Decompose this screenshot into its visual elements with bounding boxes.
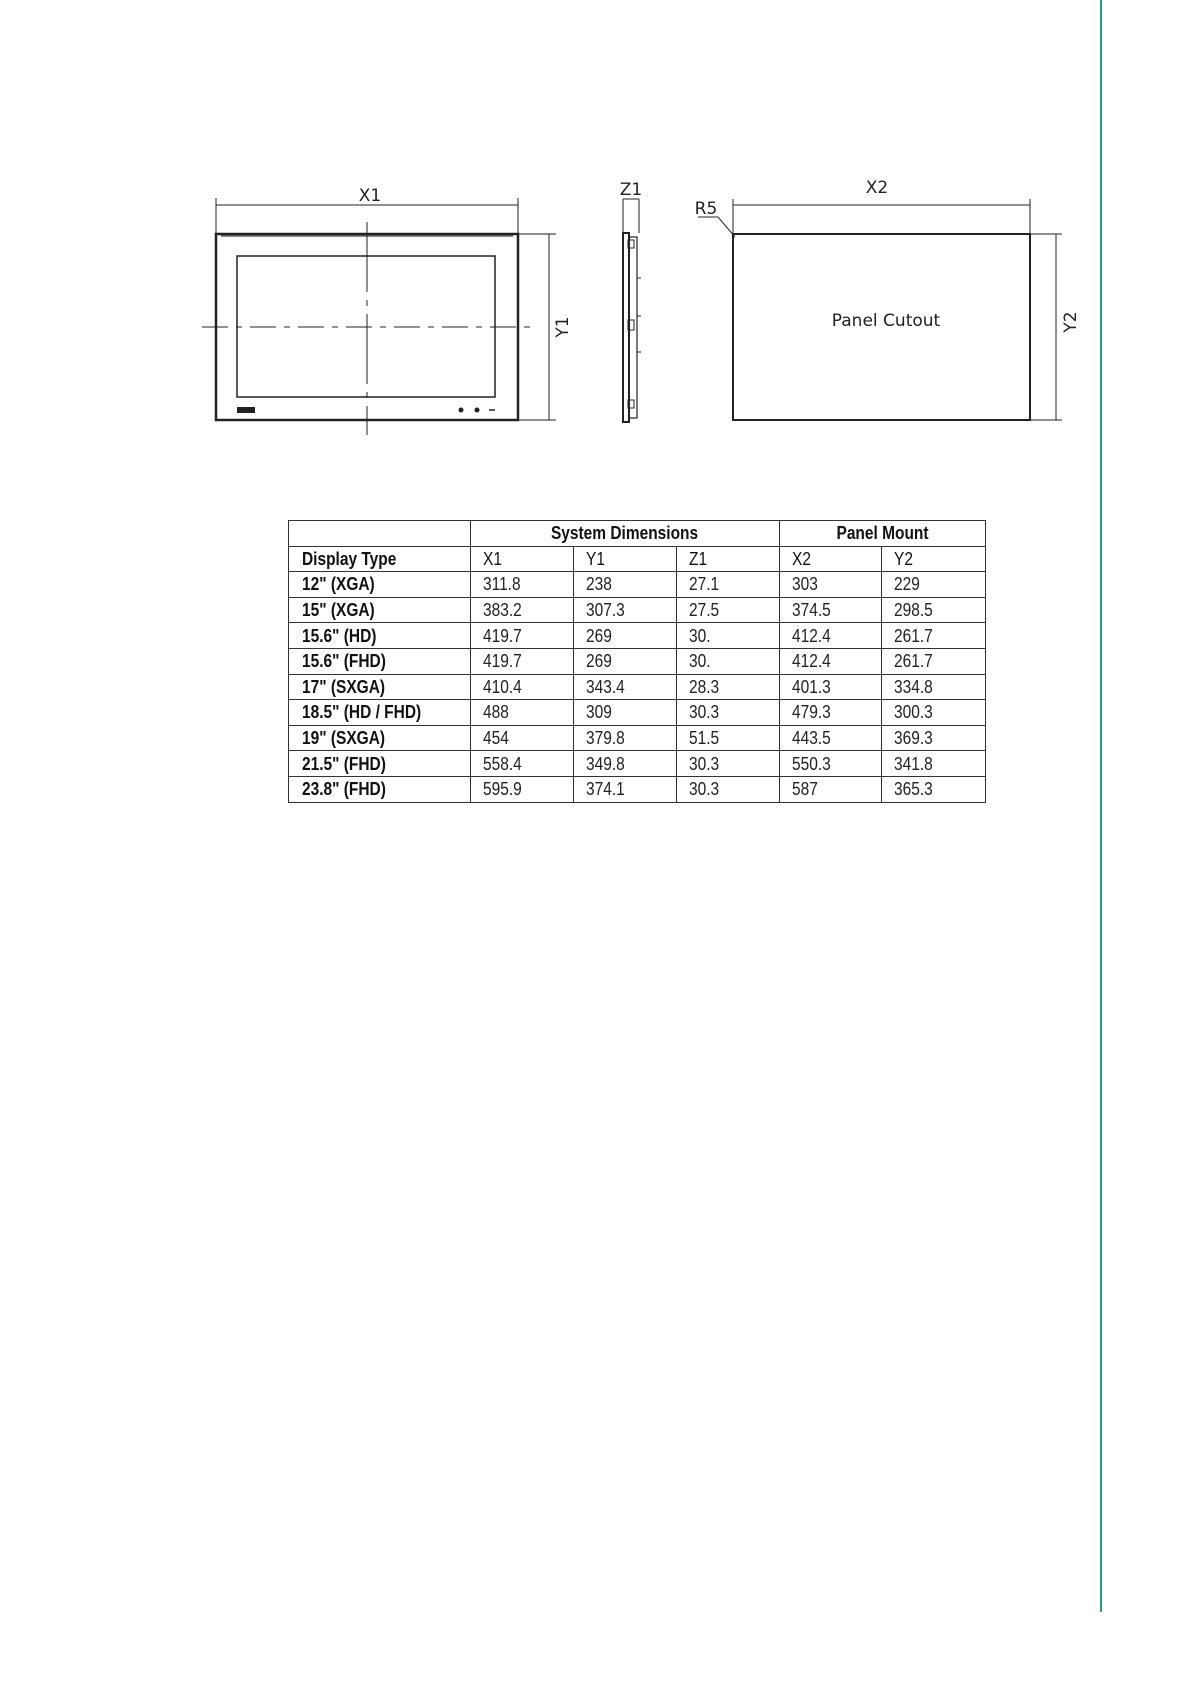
dimension-cell: 229 <box>882 572 986 598</box>
dimension-cell: 383.2 <box>471 597 574 623</box>
front-logo-mark <box>237 407 255 413</box>
dimension-cell: 303 <box>780 572 882 598</box>
dimension-cell: 30. <box>677 648 780 674</box>
column-header-x1: X1 <box>471 546 574 572</box>
table-row <box>289 725 986 751</box>
column-header-z1: Z1 <box>677 546 780 572</box>
system-dimensions-header: System Dimensions <box>471 521 780 547</box>
dimension-cell: 479.3 <box>780 700 882 726</box>
dimension-cell: 269 <box>574 623 677 649</box>
table-body <box>289 572 986 802</box>
dimension-cell: 558.4 <box>471 751 574 777</box>
dimension-cell: 550.3 <box>780 751 882 777</box>
dimension-cell: 419.7 <box>471 648 574 674</box>
dimension-cell: 238 <box>574 572 677 598</box>
x2-label: X2 <box>865 178 889 198</box>
dimension-cell: 488 <box>471 700 574 726</box>
menu-button-icon <box>475 408 480 413</box>
table-row <box>289 597 986 623</box>
dimension-cell: 30.3 <box>677 776 780 802</box>
dimension-cell: 369.3 <box>882 725 986 751</box>
dimension-cell: 341.8 <box>882 751 986 777</box>
column-header-y2: Y2 <box>882 546 986 572</box>
dimension-cell: 27.5 <box>677 597 780 623</box>
dimension-cell: 309 <box>574 700 677 726</box>
panel-cutout-view <box>698 199 1062 420</box>
dimension-cell: 300.3 <box>882 700 986 726</box>
display-type-cell: 18.5" (HD / FHD) <box>289 700 471 726</box>
display-type-cell: 17" (SXGA) <box>289 674 471 700</box>
dimension-cell: 410.4 <box>471 674 574 700</box>
display-type-cell: 19" (SXGA) <box>289 725 471 751</box>
table-row <box>289 776 986 802</box>
side-view <box>623 199 641 422</box>
dimension-cell: 365.3 <box>882 776 986 802</box>
front-view <box>202 198 556 435</box>
table-row <box>289 648 986 674</box>
dimension-cell: 349.8 <box>574 751 677 777</box>
dimension-cell: 343.4 <box>574 674 677 700</box>
z1-label: Z1 <box>619 180 643 200</box>
panel-mount-header: Panel Mount <box>780 521 986 547</box>
dimension-cell: 30. <box>677 623 780 649</box>
empty-corner-cell <box>289 521 471 547</box>
dimension-cell: 298.5 <box>882 597 986 623</box>
dimension-cell: 307.3 <box>574 597 677 623</box>
table-row <box>289 751 986 777</box>
dimension-cell: 30.3 <box>677 700 780 726</box>
dimension-cell: 454 <box>471 725 574 751</box>
display-type-cell: 23.8" (FHD) <box>289 776 471 802</box>
table-row <box>289 674 986 700</box>
panel-cutout-label: Panel Cutout <box>831 311 941 331</box>
column-header-display-type: Display Type <box>289 546 471 572</box>
dimension-cell: 443.5 <box>780 725 882 751</box>
side-housing-outline <box>629 237 637 418</box>
dimension-cell: 419.7 <box>471 623 574 649</box>
dimension-cell: 51.5 <box>677 725 780 751</box>
dimension-cell: 595.9 <box>471 776 574 802</box>
column-header-x2: X2 <box>780 546 882 572</box>
display-type-cell: 21.5" (FHD) <box>289 751 471 777</box>
dimension-cell: 374.5 <box>780 597 882 623</box>
dimension-cell: 27.1 <box>677 572 780 598</box>
dimension-cell: 28.3 <box>677 674 780 700</box>
table-row <box>289 700 986 726</box>
table-row <box>289 623 986 649</box>
table-group-header-row <box>289 521 986 547</box>
dimension-cell: 587 <box>780 776 882 802</box>
dimension-cell: 401.3 <box>780 674 882 700</box>
table-column-header-row <box>289 546 986 572</box>
dimension-cell: 334.8 <box>882 674 986 700</box>
display-type-cell: 15.6" (FHD) <box>289 648 471 674</box>
x1-label: X1 <box>358 186 382 206</box>
dimension-cell: 412.4 <box>780 623 882 649</box>
y2-label: Y2 <box>1061 311 1081 333</box>
dimension-cell: 374.1 <box>574 776 677 802</box>
power-button-icon <box>459 408 464 413</box>
dimension-cell: 269 <box>574 648 677 674</box>
y1-label: Y1 <box>553 316 573 338</box>
dimension-cell: 311.8 <box>471 572 574 598</box>
r5-leader-line <box>698 217 735 237</box>
display-type-cell: 12" (XGA) <box>289 572 471 598</box>
column-header-y1: Y1 <box>574 546 677 572</box>
dimension-drawing <box>0 0 1191 480</box>
display-type-cell: 15" (XGA) <box>289 597 471 623</box>
dimensions-table <box>288 520 986 803</box>
r5-label: R5 <box>694 199 718 219</box>
dimension-cell: 261.7 <box>882 623 986 649</box>
table-row <box>289 572 986 598</box>
dimension-cell: 412.4 <box>780 648 882 674</box>
dimension-cell: 30.3 <box>677 751 780 777</box>
dimension-cell: 379.8 <box>574 725 677 751</box>
display-type-cell: 15.6" (HD) <box>289 623 471 649</box>
dimension-cell: 261.7 <box>882 648 986 674</box>
